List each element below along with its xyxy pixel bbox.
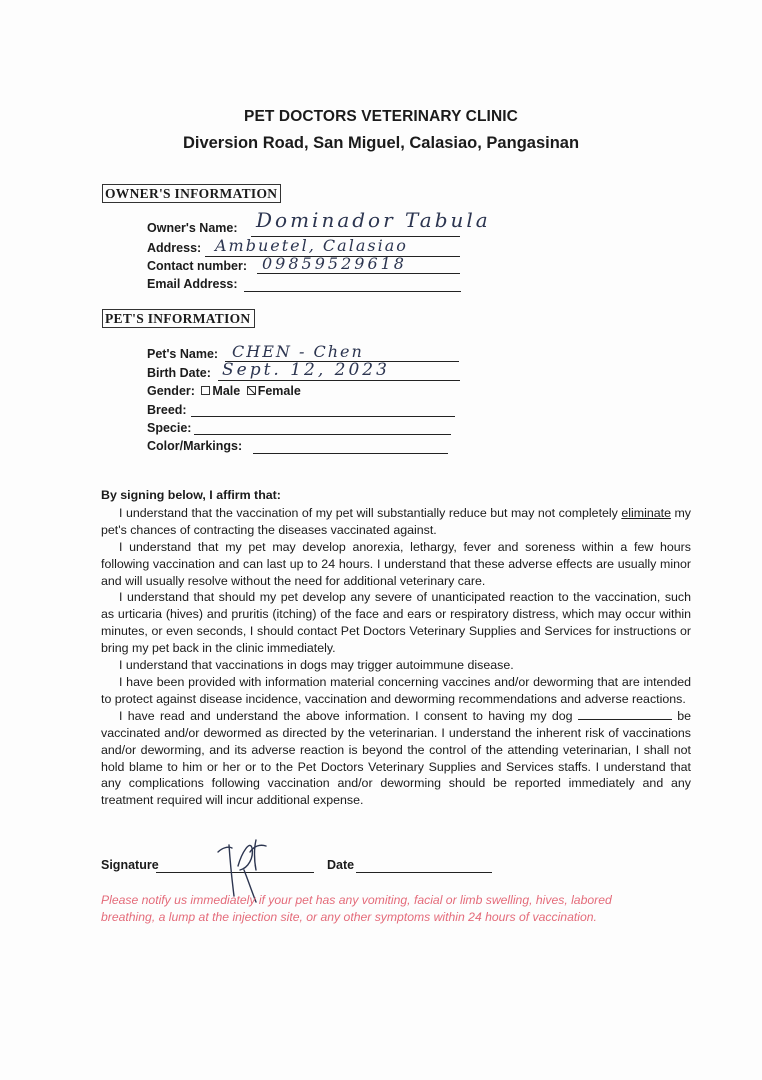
- affirmation-paragraph-2: I understand that my pet may develop anorexia, lethargy, fever and soreness within a few hours following vaccination and can last up to 24 hours. I understand that these adverse effects are usually minor and will usually resolve without the need for additional veterinary care.: [101, 539, 691, 588]
- date-label: Date: [327, 858, 355, 872]
- color-markings-label: Color/Markings:: [147, 439, 243, 453]
- affirmation-paragraph-5: I have been provided with information material concerning vaccines and/or deworming that are intended to protect against disease incidence, vaccination and deworming recommendations and adverse reactions.: [101, 674, 691, 706]
- p1-text: I understand that the vaccination of my pet will substantially reduce but may not completely: [119, 505, 622, 520]
- aftercare-notice: Please notify us immediately if your pet has any vomiting, facial or limb swelling, hives, labored breathing, a lump at the injection site, or any other symptoms within 24 hours of vaccination.: [101, 893, 612, 924]
- clinic-name: PET DOCTORS VETERINARY CLINIC: [244, 108, 518, 125]
- birth-date-handwritten[interactable]: Sept. 12, 2023: [222, 360, 390, 380]
- breed-label: Breed:: [147, 403, 187, 417]
- owner-section-heading: OWNER'S INFORMATION: [102, 184, 281, 203]
- p6-text: I have read and understand the above information. I consent to having my dog: [119, 708, 578, 723]
- pet-section-heading: PET'S INFORMATION: [102, 309, 255, 328]
- gender-label: Gender:: [147, 384, 195, 398]
- affirmation-paragraph-4: I understand that vaccinations in dogs may trigger autoimmune disease.: [119, 658, 514, 673]
- female-option-label: Female: [257, 384, 301, 398]
- specie-label: Specie:: [147, 421, 192, 435]
- pet-name-label: Pet's Name:: [147, 347, 219, 361]
- pet-name-handwritten[interactable]: CHEN - Chen: [232, 342, 364, 361]
- contact-handwritten[interactable]: 09859529618: [262, 254, 407, 273]
- clinic-address: Diversion Road, San Miguel, Calasiao, Pangasinan: [182, 134, 580, 152]
- birth-date-label: Birth Date:: [147, 366, 211, 380]
- address-label: Address:: [147, 241, 202, 255]
- email-label: Email Address:: [147, 277, 238, 291]
- p1-text-end: my pet's chances of contracting the diseases vaccinated against.: [101, 505, 691, 537]
- affirmation-paragraph-3: I understand that should my pet develop any severe of unanticipated reaction to the vaccination, such as urticaria (hives) and pruritis (itching) of the face and ears or respiratory distress, which may occur within minutes, or even seconds, I should contact Pet Doctors Veterinary Supplies and Services for instructions or bring my pet back in the clinic immediately.: [101, 590, 691, 656]
- p1-underlined: eliminate: [621, 505, 671, 520]
- male-option-label: Male: [212, 384, 241, 398]
- contact-label: Contact number:: [147, 259, 247, 273]
- p6-text-end: be vaccinated and/or dewormed as directed by the veterinarian. I understand the inherent risk of vaccinations and/or deworming, and its adverse reaction is beyond the control of the attending veterinarian, I shall not hold blame to him or her or to the Pet Doctors Veterinary Supplies and Services staffs. I understand that any complications following vaccination and/or deworming should be reported immediately and any treatment required will incur additional expense.: [101, 708, 691, 808]
- signature-label: Signature: [101, 858, 159, 872]
- owner-name-label: Owner's Name:: [147, 221, 238, 235]
- owner-name-handwritten[interactable]: Dominador Tabula: [256, 208, 491, 232]
- address-handwritten[interactable]: Ambuetel, Calasiao: [215, 236, 408, 255]
- affirmation-lead: By signing below, I affirm that:: [101, 488, 281, 502]
